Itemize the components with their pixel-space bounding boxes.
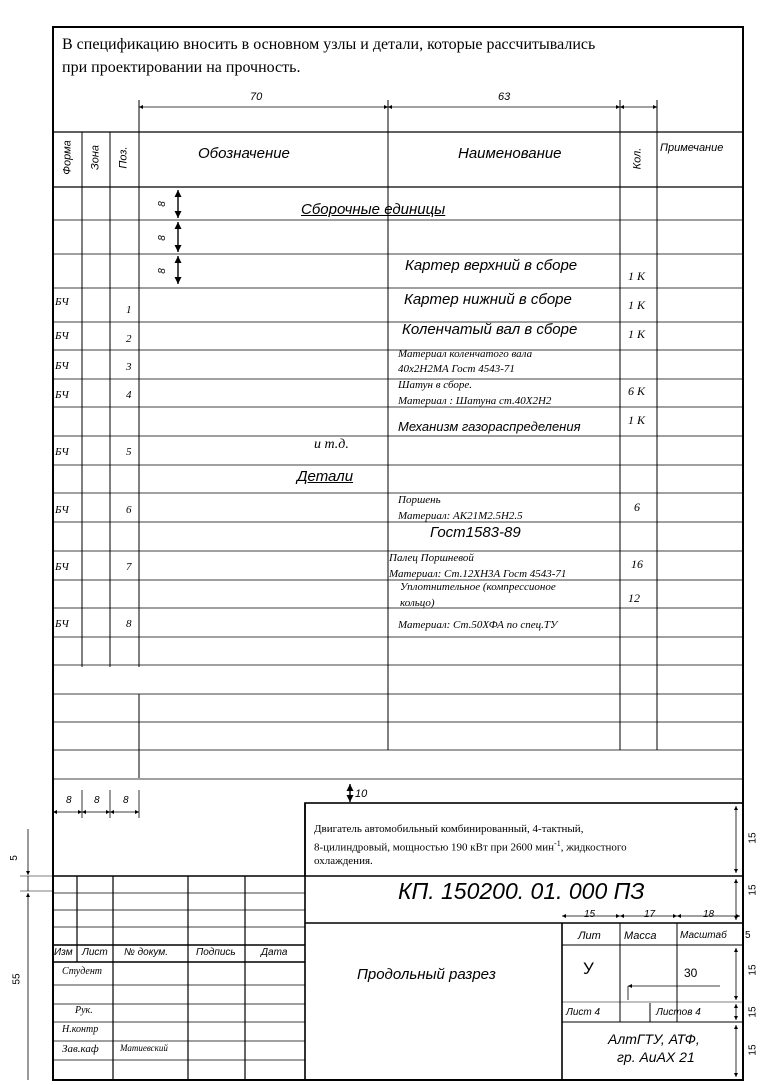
- row-kol-conrod: 6 К: [628, 384, 645, 398]
- row-forma-2: БЧ: [55, 330, 69, 342]
- dim-massa-width: 17: [644, 909, 656, 920]
- row-poz-3: 3: [126, 361, 132, 373]
- stamp-masshtab-value: 30: [684, 966, 698, 980]
- row-name-valvetrain: Механизм газораспределения: [398, 419, 581, 434]
- row-poz-7: 7: [126, 561, 132, 573]
- row-poz-2: 2: [126, 333, 132, 345]
- stamp-col-data: Дата: [261, 947, 288, 958]
- row-name-gost: Гост1583-89: [430, 524, 521, 541]
- row-forma-6: БЧ: [55, 504, 69, 516]
- stamp-description-2: [314, 840, 627, 854]
- stamp-description-sup: -1: [554, 839, 561, 848]
- header-note: Примечание: [660, 142, 724, 154]
- dim-row-1: 8: [156, 201, 168, 207]
- row-forma-5: БЧ: [55, 446, 69, 458]
- header-forma: Форма: [61, 140, 74, 175]
- stamp-description-2a: 8-цилиндровый, мощностью 190 кВт при 2600 мин: [314, 841, 555, 854]
- header-zona: Зона: [89, 144, 102, 171]
- row-name-ring-material: Материал: Ст.50ХФА по спец.ТУ: [398, 619, 558, 631]
- row-designation-etc: и т.д.: [314, 437, 349, 452]
- dim-stamp-right-2: 15: [747, 884, 759, 896]
- stamp-masshtab-label: Масштаб: [680, 930, 727, 941]
- stamp-role-zavkaf: Зав.каф: [62, 1043, 99, 1055]
- dim-stamp-right-4: 15: [747, 964, 759, 976]
- stamp-listov-label: Листов 4: [656, 1007, 701, 1018]
- stamp-role-student: Студент: [62, 966, 102, 977]
- dim-lit-width: 15: [584, 909, 596, 920]
- row-name-ring: Уплотнительное (компрессионое: [400, 581, 556, 593]
- row-forma-1: БЧ: [55, 296, 69, 308]
- row-name-piston-pin: Палец Поршневой: [389, 552, 474, 564]
- stamp-lit-label: Лит: [578, 930, 601, 942]
- row-kol-ring: 12: [628, 591, 640, 605]
- dim-gap: 10: [355, 788, 368, 800]
- stamp-role-ruk: Рук.: [75, 1005, 93, 1016]
- header-poz: Поз.: [117, 146, 130, 169]
- stamp-col-izm: Изм: [54, 947, 73, 958]
- row-name-conrod-2: Материал : Шатуна ст.40Х2Н2: [398, 395, 552, 407]
- stamp-name-zavkaf: Матиевский: [120, 1043, 168, 1053]
- row-kol-lower-crankcase: 1 К: [628, 298, 645, 312]
- row-name-piston-pin-2: Материал: Ст.12ХН3А Гост 4543-71: [389, 568, 567, 580]
- row-kol-valvetrain: 1 К: [628, 413, 645, 427]
- header-kol: Кол.: [631, 147, 644, 170]
- stamp-col-podpis: Подпись: [196, 947, 236, 958]
- row-kol-upper-crankcase: 1 К: [628, 269, 645, 283]
- section-assembly-units: Сборочные единицы: [301, 201, 446, 218]
- stamp-lit-value: У: [583, 959, 594, 978]
- dim-stamp-right-6: 15: [747, 1044, 759, 1056]
- dim-col-zona: 8: [94, 795, 100, 806]
- row-forma-3: БЧ: [55, 360, 69, 372]
- stamp-description-2b: , жидкостного: [560, 841, 627, 854]
- row-poz-6: 6: [126, 504, 132, 516]
- dim-designation-width: 70: [250, 91, 263, 103]
- dim-row-3: 8: [156, 268, 168, 274]
- row-poz-5: 5: [126, 446, 132, 458]
- header-designation: Обозначение: [198, 145, 290, 162]
- note-line-1: В спецификацию вносить в основном узлы и детали, которые рассчитывались: [62, 36, 596, 53]
- dim-col-poz: 8: [123, 795, 129, 806]
- dim-stamp-left-55: 55: [11, 973, 23, 985]
- row-name-upper-crankcase: Картер верхний в сборе: [405, 257, 578, 274]
- dim-name-width: 63: [498, 91, 511, 103]
- stamp-title: Продольный разрез: [357, 966, 496, 983]
- section-parts: Детали: [297, 468, 354, 485]
- row-name-piston-2: Материал: АК21М2.5Н2.5: [398, 510, 523, 522]
- stamp-description-1: Двигатель автомобильный комбинированный, 4-тактный,: [314, 823, 584, 835]
- row-kol-piston: 6: [634, 500, 640, 514]
- stamp-doc-code: КП. 150200. 01. 000 ПЗ: [398, 878, 645, 904]
- row-name-crankshaft-material-2: 40х2Н2МА Гост 4543-71: [398, 363, 515, 375]
- row-name-crankshaft-material: Материал коленчатого вала: [398, 348, 533, 360]
- row-forma-8: БЧ: [55, 618, 69, 630]
- row-name-conrod: Шатун в сборе.: [398, 379, 473, 391]
- row-name-piston: Поршень: [398, 494, 441, 506]
- stamp-description-3: охлаждения.: [314, 855, 373, 867]
- row-name-crankshaft: Коленчатый вал в сборе: [402, 321, 578, 338]
- row-name-ring-2: кольцо): [400, 597, 435, 609]
- row-forma-4: БЧ: [55, 389, 69, 401]
- dim-stamp-right-5: 15: [747, 1006, 759, 1018]
- dim-stamp-left-5: 5: [8, 855, 20, 861]
- stamp-org-line-2: гр. АиАХ 21: [617, 1049, 695, 1065]
- header-name: Наименование: [458, 145, 562, 162]
- row-forma-7: БЧ: [55, 561, 69, 573]
- row-kol-piston-pin: 16: [631, 557, 643, 571]
- row-poz-1: 1: [126, 304, 132, 316]
- dim-row-2: 8: [156, 235, 168, 241]
- row-poz-8: 8: [126, 618, 132, 630]
- stamp-col-list: Лист: [82, 947, 108, 958]
- stamp-role-nkontr: Н.контр: [62, 1024, 99, 1035]
- dim-stamp-right-3: 5: [745, 930, 751, 941]
- stamp-org-line-1: АлтГТУ, АТФ,: [608, 1031, 700, 1047]
- dim-stamp-right-1: 15: [747, 832, 759, 844]
- stamp-list-label: Лист 4: [566, 1007, 601, 1018]
- stamp-massa-label: Масса: [624, 930, 657, 942]
- stamp-col-docnum: № докум.: [124, 947, 169, 958]
- row-kol-crankshaft: 1 К: [628, 327, 645, 341]
- row-poz-4: 4: [126, 389, 132, 401]
- note-line-2: при проектировании на прочность.: [62, 59, 301, 76]
- dim-col-forma: 8: [66, 795, 72, 806]
- dim-masshtab-width: 18: [703, 909, 715, 920]
- row-name-lower-crankcase: Картер нижний в сборе: [404, 291, 572, 308]
